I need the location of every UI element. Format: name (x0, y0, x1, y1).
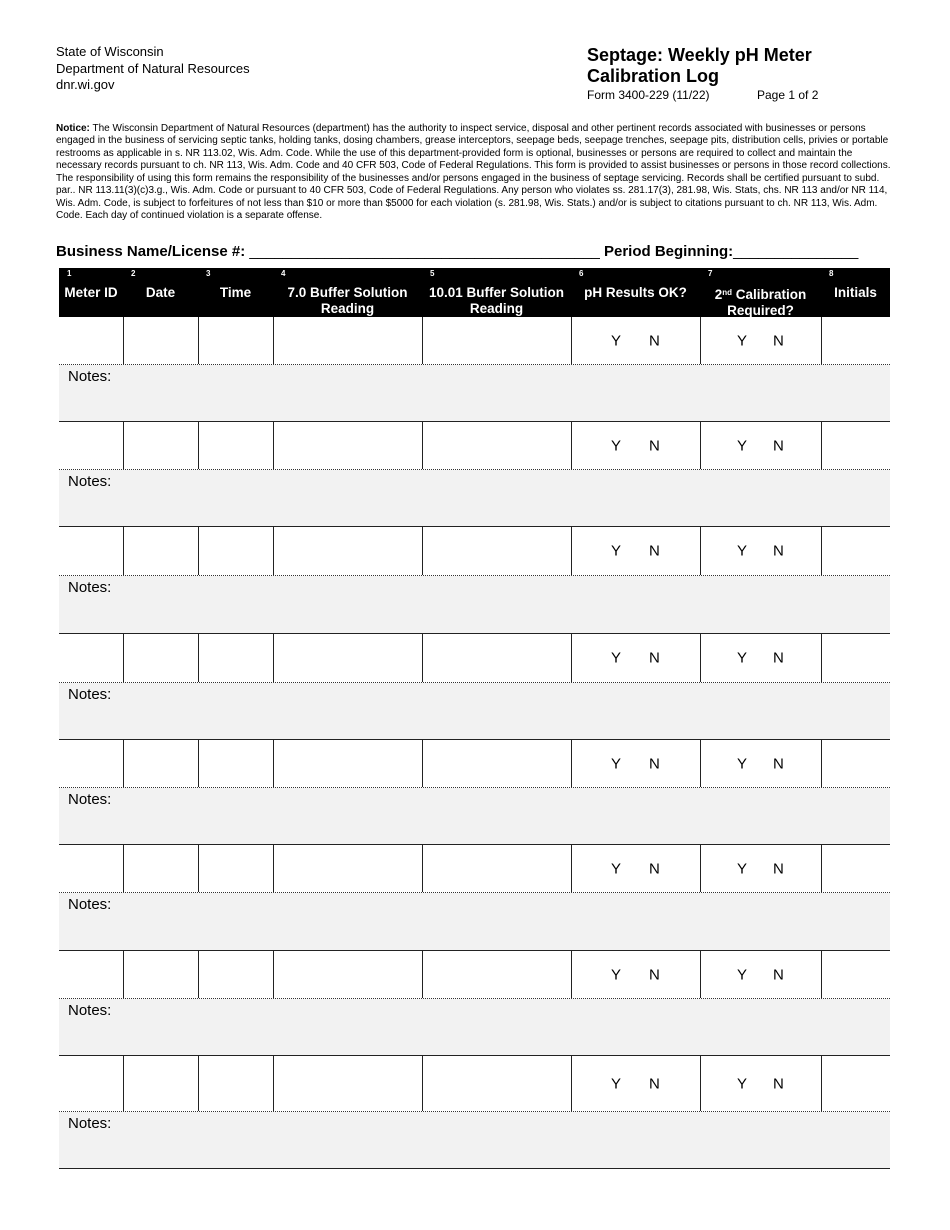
header-fields (56, 243, 890, 260)
cell-col-8[interactable] (821, 317, 890, 364)
column-number: 7 (708, 269, 713, 278)
column-number: 6 (579, 269, 584, 278)
column-header-6 (571, 268, 700, 317)
column-header-2 (123, 268, 198, 317)
cell-col-3[interactable] (198, 527, 274, 575)
cell-col-5[interactable] (422, 951, 572, 998)
no-option[interactable]: N (773, 966, 784, 983)
no-option[interactable]: N (773, 332, 784, 349)
cell-col-7[interactable] (700, 740, 822, 787)
form-info (587, 88, 819, 102)
cell-col-7[interactable] (700, 634, 822, 682)
notes-field[interactable] (59, 788, 890, 845)
cell-col-7[interactable] (700, 527, 822, 575)
cell-col-8[interactable] (821, 1056, 890, 1111)
yes-option[interactable]: Y (611, 1075, 622, 1092)
cell-col-5[interactable] (422, 1056, 572, 1111)
cell-col-7[interactable] (700, 845, 822, 892)
notes-field[interactable] (59, 683, 890, 740)
no-option[interactable]: N (773, 437, 784, 454)
period-label: Period Beginning: (603, 243, 734, 260)
notes-field[interactable] (59, 1112, 890, 1169)
column-label: 10.01 Buffer Solution Reading (428, 285, 565, 316)
cell-col-1[interactable] (59, 422, 124, 469)
table-row (59, 740, 890, 788)
yes-option[interactable]: Y (737, 332, 748, 349)
cell-col-6[interactable] (571, 845, 701, 892)
cell-col-2[interactable] (123, 422, 199, 469)
column-header-5 (422, 268, 571, 317)
yes-option[interactable]: Y (611, 649, 622, 667)
no-option[interactable]: N (649, 966, 660, 983)
no-option[interactable]: N (773, 755, 784, 772)
cell-col-8[interactable] (821, 951, 890, 998)
table-row (59, 845, 890, 893)
notes-field[interactable] (59, 576, 890, 634)
notes-label: Notes: (68, 368, 112, 385)
no-option[interactable]: N (773, 542, 784, 560)
cell-col-6[interactable] (571, 527, 701, 575)
cell-col-1[interactable] (59, 740, 124, 787)
yes-option[interactable]: Y (611, 332, 622, 349)
cell-col-2[interactable] (123, 845, 199, 892)
form-title: Septage: Weekly pH Meter Calibration Log (587, 45, 812, 86)
period-input-line[interactable]: _______________ (733, 243, 859, 260)
yes-option[interactable]: Y (737, 542, 748, 560)
cell-col-2[interactable] (123, 317, 199, 364)
agency-website: dnr.wi.gov (56, 77, 115, 92)
column-label: Date (145, 285, 176, 300)
column-number: 1 (67, 269, 72, 278)
cell-col-3[interactable] (198, 634, 274, 682)
cell-col-8[interactable] (821, 634, 890, 682)
cell-col-8[interactable] (821, 740, 890, 787)
cell-col-4[interactable] (273, 845, 423, 892)
column-header-7 (700, 268, 821, 317)
log-entry (59, 634, 890, 740)
notes-field[interactable] (59, 470, 890, 527)
cell-col-3[interactable] (198, 1056, 274, 1111)
table-header (59, 268, 890, 317)
yes-option[interactable]: Y (611, 755, 622, 772)
yes-option[interactable]: Y (737, 755, 748, 772)
no-option[interactable]: N (773, 1075, 784, 1092)
log-entry (59, 527, 890, 634)
column-number: 3 (206, 269, 211, 278)
column-header-4 (273, 268, 422, 317)
yes-option[interactable]: Y (611, 966, 622, 983)
log-entry (59, 845, 890, 951)
agency-state: State of Wisconsin (56, 44, 164, 59)
column-header-1 (59, 268, 123, 317)
column-label: Initials (834, 285, 877, 300)
notes-field[interactable] (59, 999, 890, 1056)
cell-col-3[interactable] (198, 845, 274, 892)
no-option[interactable]: N (649, 332, 660, 349)
yes-option[interactable]: Y (737, 966, 748, 983)
cell-col-5[interactable] (422, 317, 572, 364)
log-entry (59, 740, 890, 845)
cell-col-6[interactable] (571, 1056, 701, 1111)
no-option[interactable]: N (649, 542, 660, 560)
superscript: nd (722, 288, 733, 297)
cell-col-6[interactable] (571, 740, 701, 787)
column-number: 4 (281, 269, 286, 278)
table-row (59, 317, 890, 365)
log-entry (59, 951, 890, 1056)
cell-col-2[interactable] (123, 527, 199, 575)
no-option[interactable]: N (649, 860, 660, 877)
cell-col-3[interactable] (198, 951, 274, 998)
yes-option[interactable]: Y (737, 860, 748, 877)
column-label: Meter ID (64, 285, 118, 300)
notes-label: Notes: (68, 896, 112, 913)
page-number: Page 1 of 2 (757, 88, 819, 102)
agency-department: Department of Natural Resources (56, 60, 250, 76)
cell-col-8[interactable] (821, 845, 890, 892)
agency-block (56, 44, 250, 94)
cell-col-1[interactable] (59, 527, 124, 575)
cell-col-5[interactable] (422, 422, 572, 469)
column-label: pH Results OK? (584, 285, 687, 300)
business-input-line[interactable]: __________________________________________ (245, 243, 604, 260)
cell-col-4[interactable] (273, 740, 423, 787)
log-entry (59, 422, 890, 527)
notes-label: Notes: (68, 686, 112, 703)
yes-option[interactable]: Y (737, 437, 748, 454)
cell-col-4[interactable] (273, 951, 423, 998)
cell-col-8[interactable] (821, 527, 890, 575)
notes-label: Notes: (68, 473, 112, 490)
notes-label: Notes: (68, 579, 112, 596)
cell-col-2[interactable] (123, 634, 199, 682)
table-row (59, 527, 890, 576)
cell-col-7[interactable] (700, 1056, 822, 1111)
column-label: 2nd Calibration Required? (714, 287, 807, 318)
yes-option[interactable]: Y (611, 437, 622, 454)
cell-col-2[interactable] (123, 740, 199, 787)
cell-col-3[interactable] (198, 317, 274, 364)
cell-col-6[interactable] (571, 951, 701, 998)
column-label: Time (219, 285, 252, 300)
cell-col-4[interactable] (273, 317, 423, 364)
table-body (59, 317, 890, 1169)
cell-col-1[interactable] (59, 951, 124, 998)
cell-col-6[interactable] (571, 422, 701, 469)
cell-col-5[interactable] (422, 845, 572, 892)
cell-col-4[interactable] (273, 634, 423, 682)
column-number: 2 (131, 269, 136, 278)
yes-option[interactable]: Y (611, 542, 622, 560)
yes-option[interactable]: Y (737, 649, 748, 667)
column-label: 7.0 Buffer Solution Reading (287, 285, 408, 316)
cell-col-5[interactable] (422, 740, 572, 787)
notice-text: The Wisconsin Department of Natural Resources (department) has the authority to inspect service, disposal and other pertinent records associated with businesses or persons engaged in the business of servicing septic tanks, holding tanks, dosing chambers, grease interceptors, seepage beds, seepage trenches, seepage pits, distribution cells, privies or portable restrooms as applicable in s. NR 113.02, Wis. Adm. Code. While the use of this department-provided form is optional, businesses or persons are required to collect and maintain the necessary records pursuant to ch. NR 113, Wis. Adm. Code and 40 CFR 503, Code of Federal Regulations. This form is provided to assist businesses or persons in those record collections. The responsibility of using this form remains the responsibility of the businesses and/or persons engaged in the business of septage servicing. Records shall be certified pursuant to subd. par.. NR 113.11(3)(c)3.g., Wis. Adm. Code or pursuant to 40 CFR 503, Code of Federal Regulations. Any person who violates ss. 281.17(3), 281.98, Wis. Stats, chs. NR 113 and/or NR 114, Wis. Adm. Code, is subject to forfeitures of not less than $10 or more than $5000 for each violation (s. 281.98, Wis. Stats.) and/or is subject to citations pursuant to ch. NR 113, Wis. Adm. Code. Each day of continued violation is a separate offense. (56, 123, 891, 222)
cell-col-8[interactable] (821, 422, 890, 469)
cell-col-2[interactable] (123, 951, 199, 998)
no-option[interactable]: N (649, 1075, 660, 1092)
table-row (59, 951, 890, 999)
cell-col-7[interactable] (700, 951, 822, 998)
cell-col-4[interactable] (273, 527, 423, 575)
cell-col-3[interactable] (198, 740, 274, 787)
no-option[interactable]: N (773, 860, 784, 877)
column-number: 8 (829, 269, 834, 278)
notes-label: Notes: (68, 791, 112, 808)
notice-paragraph (56, 123, 892, 223)
cell-col-4[interactable] (273, 422, 423, 469)
cell-col-4[interactable] (273, 1056, 423, 1111)
column-header-3 (198, 268, 273, 317)
no-option[interactable]: N (773, 649, 784, 667)
cell-col-1[interactable] (59, 845, 124, 892)
form-number: Form 3400-229 (11/22) (587, 88, 710, 102)
no-option[interactable]: N (649, 649, 660, 667)
cell-col-5[interactable] (422, 634, 572, 682)
business-label: Business Name/License #: (56, 243, 246, 260)
notes-label: Notes: (68, 1115, 112, 1132)
log-entry (59, 1056, 890, 1169)
yes-option[interactable]: Y (737, 1075, 748, 1092)
no-option[interactable]: N (649, 755, 660, 772)
cell-col-7[interactable] (700, 317, 822, 364)
cell-col-5[interactable] (422, 527, 572, 575)
cell-col-6[interactable] (571, 317, 701, 364)
no-option[interactable]: N (649, 437, 660, 454)
table-row (59, 1056, 890, 1112)
notice-label: Notice: (56, 123, 90, 134)
cell-col-2[interactable] (123, 1056, 199, 1111)
cell-col-3[interactable] (198, 422, 274, 469)
column-header-8 (821, 268, 890, 317)
cell-col-1[interactable] (59, 1056, 124, 1111)
table-row (59, 634, 890, 683)
notes-field[interactable] (59, 365, 890, 422)
yes-option[interactable]: Y (611, 860, 622, 877)
cell-col-7[interactable] (700, 422, 822, 469)
cell-col-1[interactable] (59, 634, 124, 682)
cell-col-6[interactable] (571, 634, 701, 682)
table-row (59, 422, 890, 470)
notes-field[interactable] (59, 893, 890, 951)
cell-col-1[interactable] (59, 317, 124, 364)
notes-label: Notes: (68, 1002, 112, 1019)
calibration-log-table (59, 268, 890, 1169)
column-number: 5 (430, 269, 435, 278)
log-entry (59, 317, 890, 422)
